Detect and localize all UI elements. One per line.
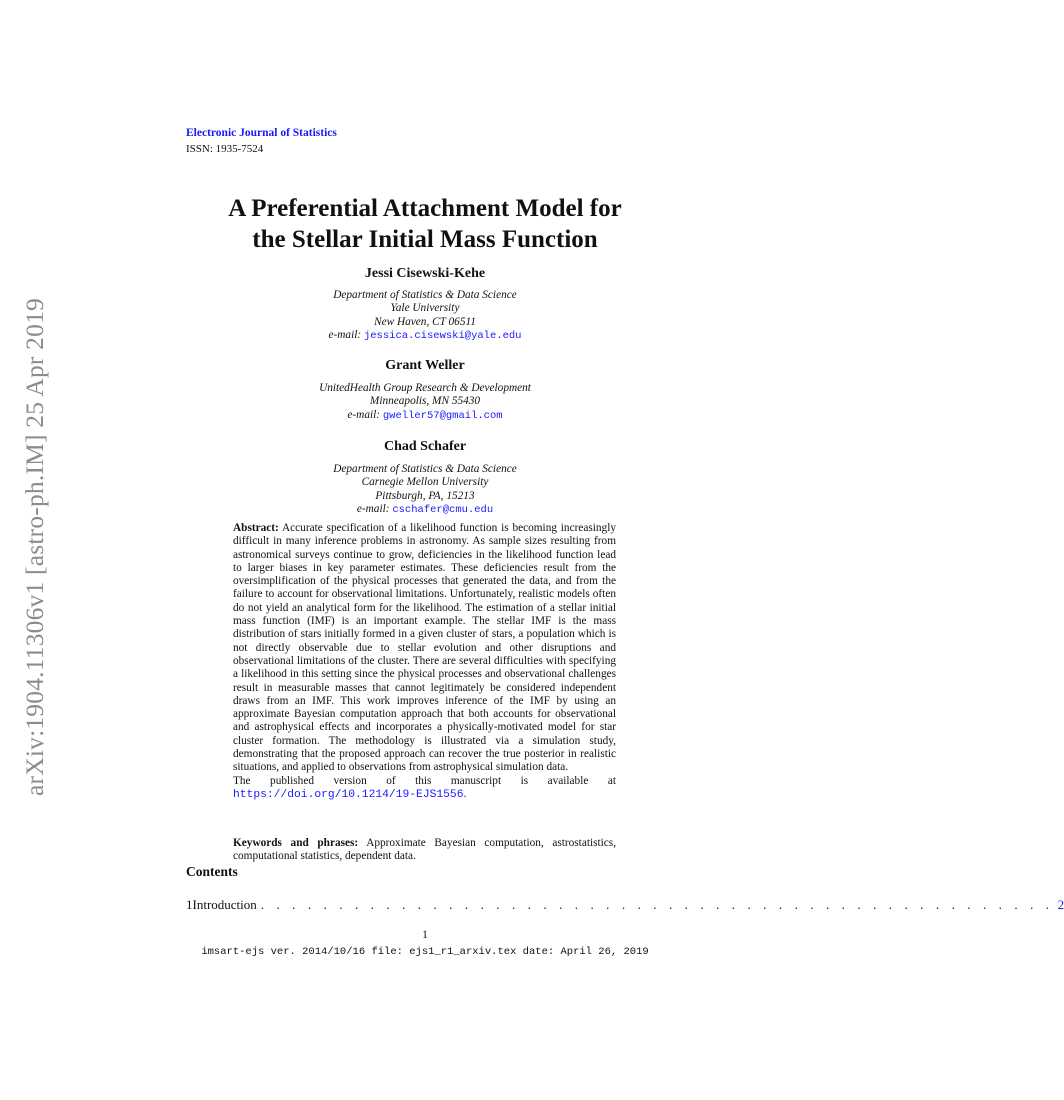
email-line bbox=[150, 503, 700, 517]
author-affiliation bbox=[150, 463, 700, 517]
affiliation-line: UnitedHealth Group Research & Development bbox=[319, 382, 531, 394]
email-link[interactable]: jessica.cisewski@yale.edu bbox=[363, 329, 522, 342]
toc-entry-number: 1 bbox=[186, 897, 193, 912]
arxiv-identifier: arXiv:1904.11306v1 [astro-ph.IM] 25 Apr 2019 bbox=[20, 298, 49, 796]
page-number: 1 bbox=[422, 929, 428, 941]
email-link[interactable]: cschafer@cmu.edu bbox=[392, 503, 494, 516]
affiliation-line: New Haven, CT 06511 bbox=[374, 315, 476, 328]
affiliation-line: Pittsburgh, PA, 15213 bbox=[375, 489, 475, 502]
email-line bbox=[150, 409, 700, 423]
author-affiliation bbox=[150, 289, 700, 343]
author-name: Jessi Cisewski-Kehe bbox=[364, 266, 486, 281]
affiliation-line: Carnegie Mellon University bbox=[361, 476, 489, 489]
email-label: e-mail: bbox=[328, 328, 362, 341]
abstract-text: Accurate specification of a likelihood function is becoming increasingly difficult in many inference problems in astronomy. As sample sizes resulting from astronomical surveys continue to grow, deficiencies in the likelihood function lead to larger biases in key parameter estimates. These deficiencies result from the oversimplification of the physical processes that generated the data, and from the failure to account for observational limitations. Unfortunately, realistic models often do not yield an analytical form for the likelihood. The estimation of a stellar initial mass function (IMF) is an important example. The stellar IMF is the mass distribution of stars initially formed in a given cluster of stars, a population which is not directly observable due to stellar evolution and other disruptions and observational limitations of the cluster. There are several difficulties with specifying a likelihood in this setting since the physical processes and observational challenges result in measurable masses that cannot legitimately be considered independent draws from an IMF. This work improves inference of the IMF by using an approximate Bayesian computation approach that both accounts for observational and astrophysical effects and incorporates a physically-motivated model for star cluster formation. The methodology is illustrated via a simulation study, demonstrating that the proposed approach can recover the true posterior in realistic situations, and applied to observations from astrophysical simulation data. bbox=[233, 522, 616, 774]
abstract bbox=[233, 522, 616, 802]
keywords-text: Approximate Bayesian computation, astrostatistics, computational statistics, dependent data. bbox=[233, 837, 617, 863]
author-name: Chad Schafer bbox=[383, 439, 467, 454]
keywords bbox=[233, 837, 616, 864]
paper-title bbox=[150, 193, 700, 255]
keywords-label: Keywords and phrases: bbox=[233, 837, 359, 849]
email-label: e-mail: bbox=[347, 408, 381, 421]
issn: ISSN: 1935-7524 bbox=[186, 143, 264, 155]
toc-leader-dots: . . . . . . . . . . . . . . . . . . . . . . . . . . . . . . . . . . . . . . . . . . . . . . . . . . . bbox=[260, 897, 1054, 912]
toc-entry[interactable] bbox=[186, 897, 1064, 913]
affiliation-line: Yale University bbox=[390, 302, 460, 315]
affiliation-line: Minneapolis, MN 55430 bbox=[369, 395, 481, 408]
title-line-2: the Stellar Initial Mass Function bbox=[252, 226, 598, 253]
author-affiliation bbox=[150, 382, 700, 423]
doi-link[interactable]: https://doi.org/10.1214/19-EJS1556 bbox=[233, 788, 464, 801]
email-label: e-mail: bbox=[356, 502, 390, 515]
affiliation-line: Department of Statistics & Data Science bbox=[333, 463, 517, 475]
author-name: Grant Weller bbox=[385, 358, 465, 373]
abstract-label: Abstract: bbox=[233, 522, 279, 534]
doi-suffix: . bbox=[463, 787, 467, 800]
affiliation-line: Department of Statistics & Data Science bbox=[333, 289, 517, 301]
footer-version-info: imsart-ejs ver. 2014/10/16 file: ejs1_r1_arxiv.tex date: April 26, 2019 bbox=[201, 946, 649, 958]
toc-page-link[interactable]: 2 bbox=[1057, 897, 1064, 912]
title-line-1: A Preferential Attachment Model for bbox=[228, 195, 622, 222]
contents-heading: Contents bbox=[186, 864, 238, 879]
toc-entry-title: Introduction bbox=[192, 897, 257, 912]
published-note: The published version of this manuscript is available at bbox=[233, 774, 616, 787]
email-link[interactable]: gweller57@gmail.com bbox=[382, 409, 503, 422]
email-line bbox=[150, 329, 700, 343]
journal-name-link[interactable]: Electronic Journal of Statistics bbox=[186, 127, 337, 139]
